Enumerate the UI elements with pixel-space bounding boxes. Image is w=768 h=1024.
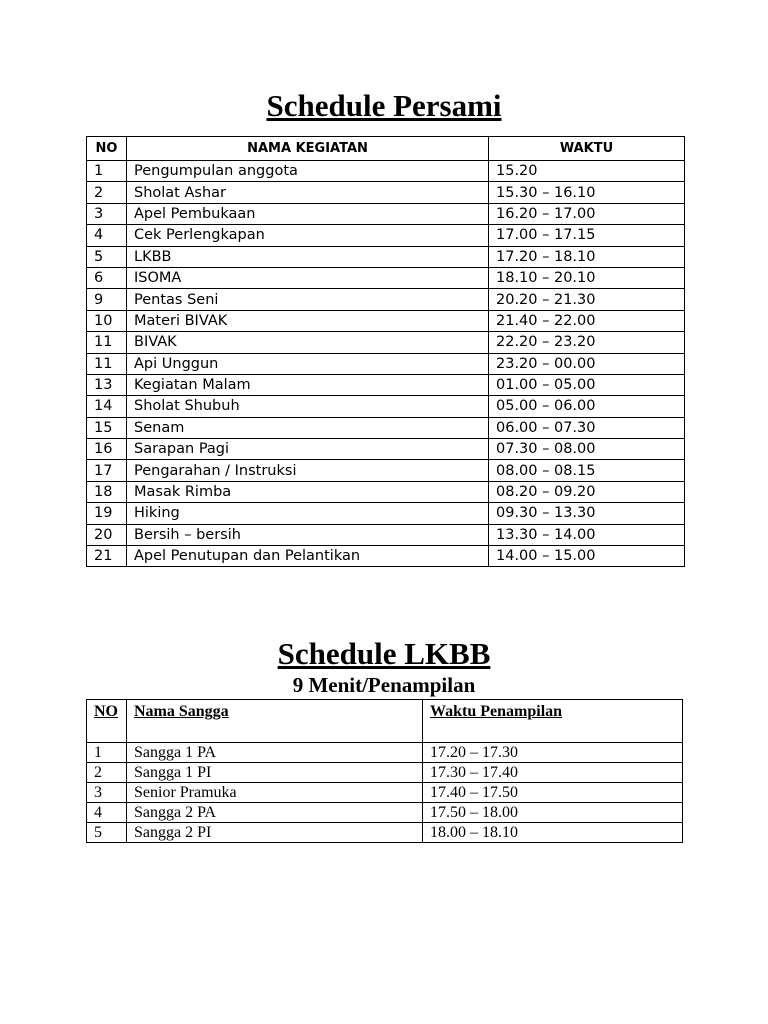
cell-activity: Apel Penutupan dan Pelantikan bbox=[127, 546, 489, 567]
cell-no: 2 bbox=[87, 763, 127, 783]
cell-time: 15.20 bbox=[489, 161, 685, 182]
header-waktu-penampilan: Waktu Penampilan bbox=[423, 700, 683, 743]
cell-no: 19 bbox=[87, 503, 127, 524]
cell-no: 17 bbox=[87, 460, 127, 481]
cell-time: 18.00 – 18.10 bbox=[423, 823, 683, 843]
table-row bbox=[87, 246, 685, 267]
cell-activity: Kegiatan Malam bbox=[127, 374, 489, 395]
cell-no: 6 bbox=[87, 267, 127, 288]
table-row bbox=[87, 783, 683, 803]
cell-activity: Materi BIVAK bbox=[127, 310, 489, 331]
header-waktu: WAKTU bbox=[489, 137, 685, 161]
cell-time: 17.20 – 17.30 bbox=[423, 743, 683, 763]
cell-activity: Senior Pramuka bbox=[127, 783, 423, 803]
cell-no: 5 bbox=[87, 246, 127, 267]
cell-no: 1 bbox=[87, 743, 127, 763]
cell-time: 21.40 – 22.00 bbox=[489, 310, 685, 331]
cell-activity: Pengumpulan anggota bbox=[127, 161, 489, 182]
table-row bbox=[87, 225, 685, 246]
cell-no: 18 bbox=[87, 481, 127, 502]
cell-activity: Sangga 2 PI bbox=[127, 823, 423, 843]
cell-activity: Senam bbox=[127, 417, 489, 438]
table-row bbox=[87, 503, 685, 524]
cell-activity: Sangga 1 PI bbox=[127, 763, 423, 783]
cell-activity: Pentas Seni bbox=[127, 289, 489, 310]
header-nama-sangga: Nama Sangga bbox=[127, 700, 423, 743]
cell-time: 09.30 – 13.30 bbox=[489, 503, 685, 524]
table-header-row bbox=[87, 137, 685, 161]
cell-activity: Bersih – bersih bbox=[127, 524, 489, 545]
table-row bbox=[87, 267, 685, 288]
cell-no: 2 bbox=[87, 182, 127, 203]
cell-time: 01.00 – 05.00 bbox=[489, 374, 685, 395]
cell-activity: Pengarahan / Instruksi bbox=[127, 460, 489, 481]
cell-time: 23.20 – 00.00 bbox=[489, 353, 685, 374]
cell-no: 21 bbox=[87, 546, 127, 567]
cell-no: 15 bbox=[87, 417, 127, 438]
schedule-lkbb-subtitle: 9 Menit/Penampilan bbox=[292, 673, 476, 697]
cell-time: 08.00 – 08.15 bbox=[489, 460, 685, 481]
table-row bbox=[87, 763, 683, 783]
cell-time: 18.10 – 20.10 bbox=[489, 267, 685, 288]
cell-activity: Api Unggun bbox=[127, 353, 489, 374]
table-row bbox=[87, 310, 685, 331]
table-row bbox=[87, 803, 683, 823]
cell-no: 13 bbox=[87, 374, 127, 395]
table-row bbox=[87, 396, 685, 417]
cell-time: 05.00 – 06.00 bbox=[489, 396, 685, 417]
schedule-lkbb-table bbox=[86, 699, 683, 843]
cell-time: 15.30 – 16.10 bbox=[489, 182, 685, 203]
table-row bbox=[87, 332, 685, 353]
cell-time: 13.30 – 14.00 bbox=[489, 524, 685, 545]
table-row bbox=[87, 353, 685, 374]
cell-time: 22.20 – 23.20 bbox=[489, 332, 685, 353]
cell-activity: BIVAK bbox=[127, 332, 489, 353]
cell-activity: Hiking bbox=[127, 503, 489, 524]
cell-time: 20.20 – 21.30 bbox=[489, 289, 685, 310]
table-row bbox=[87, 161, 685, 182]
cell-no: 4 bbox=[87, 225, 127, 246]
table-header-row bbox=[87, 700, 683, 743]
table-row bbox=[87, 481, 685, 502]
table-row bbox=[87, 823, 683, 843]
schedule-persami-title: Schedule Persami bbox=[266, 88, 502, 123]
table-row bbox=[87, 417, 685, 438]
cell-activity: Sangga 2 PA bbox=[127, 803, 423, 823]
schedule-persami-table bbox=[86, 136, 685, 567]
table-row bbox=[87, 524, 685, 545]
cell-no: 1 bbox=[87, 161, 127, 182]
cell-time: 17.30 – 17.40 bbox=[423, 763, 683, 783]
cell-no: 3 bbox=[87, 203, 127, 224]
cell-no: 11 bbox=[87, 332, 127, 353]
cell-no: 11 bbox=[87, 353, 127, 374]
cell-activity: Sangga 1 PA bbox=[127, 743, 423, 763]
cell-no: 9 bbox=[87, 289, 127, 310]
table-row bbox=[87, 439, 685, 460]
cell-time: 17.20 – 18.10 bbox=[489, 246, 685, 267]
cell-no: 14 bbox=[87, 396, 127, 417]
cell-time: 16.20 – 17.00 bbox=[489, 203, 685, 224]
cell-no: 4 bbox=[87, 803, 127, 823]
cell-no: 3 bbox=[87, 783, 127, 803]
header-nama-kegiatan: NAMA KEGIATAN bbox=[127, 137, 489, 161]
cell-activity: Apel Pembukaan bbox=[127, 203, 489, 224]
table-row bbox=[87, 374, 685, 395]
table-row bbox=[87, 460, 685, 481]
cell-no: 10 bbox=[87, 310, 127, 331]
cell-activity: Sholat Shubuh bbox=[127, 396, 489, 417]
cell-activity: LKBB bbox=[127, 246, 489, 267]
table-row bbox=[87, 182, 685, 203]
cell-time: 07.30 – 08.00 bbox=[489, 439, 685, 460]
cell-no: 5 bbox=[87, 823, 127, 843]
cell-activity: Cek Perlengkapan bbox=[127, 225, 489, 246]
cell-time: 08.20 – 09.20 bbox=[489, 481, 685, 502]
cell-time: 17.40 – 17.50 bbox=[423, 783, 683, 803]
header-no: NO bbox=[87, 137, 127, 161]
cell-time: 14.00 – 15.00 bbox=[489, 546, 685, 567]
cell-time: 06.00 – 07.30 bbox=[489, 417, 685, 438]
cell-activity: Masak Rimba bbox=[127, 481, 489, 502]
table-row bbox=[87, 289, 685, 310]
cell-time: 17.00 – 17.15 bbox=[489, 225, 685, 246]
table-row bbox=[87, 203, 685, 224]
cell-no: 20 bbox=[87, 524, 127, 545]
schedule-lkbb-title: Schedule LKBB bbox=[277, 636, 491, 671]
cell-activity: Sholat Ashar bbox=[127, 182, 489, 203]
cell-time: 17.50 – 18.00 bbox=[423, 803, 683, 823]
cell-activity: Sarapan Pagi bbox=[127, 439, 489, 460]
cell-no: 16 bbox=[87, 439, 127, 460]
cell-activity: ISOMA bbox=[127, 267, 489, 288]
header-no: NO bbox=[87, 700, 127, 743]
table-row bbox=[87, 743, 683, 763]
table-row bbox=[87, 546, 685, 567]
